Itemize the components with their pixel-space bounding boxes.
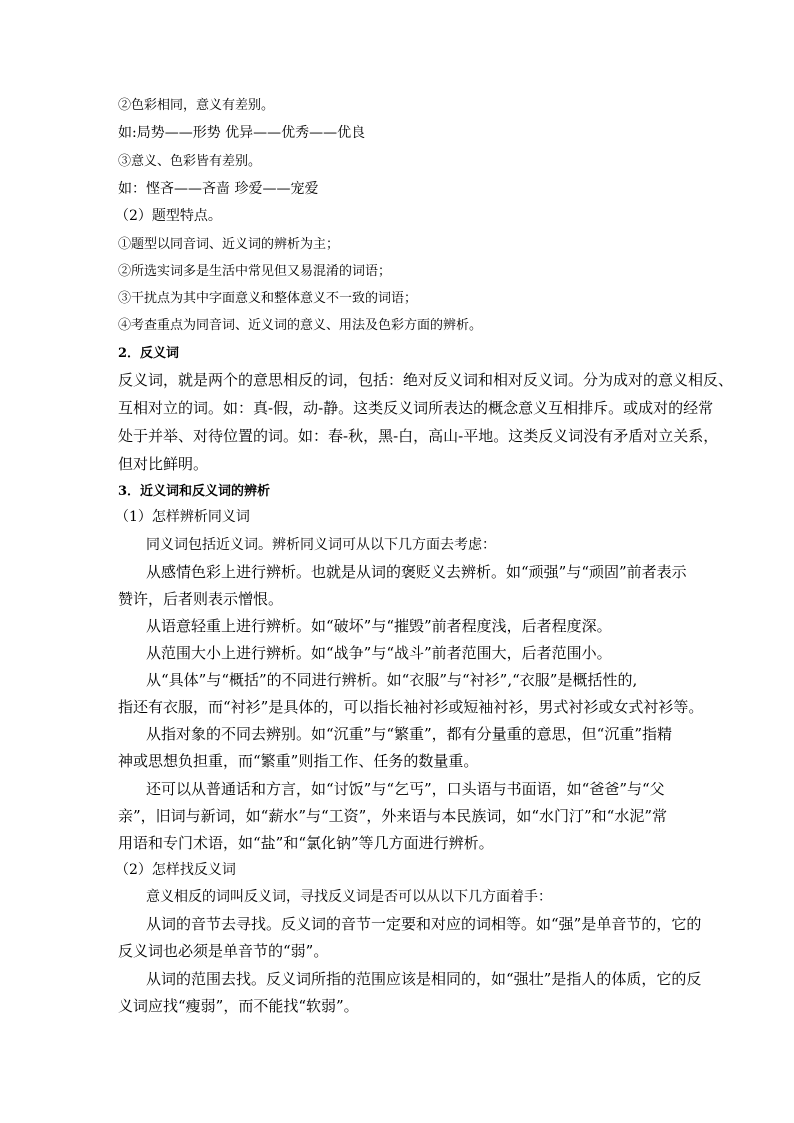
text-line: 用语和专门术语，如“盐”和“氯化钠”等几方面进行辨析。: [118, 834, 494, 852]
text-line: 反义词也必须是单音节的“弱”。: [118, 942, 329, 960]
text-line: ③干扰点为其中字面意义和整体意义不一致的词语；: [118, 291, 418, 306]
text-line: 但对比鲜明。: [118, 455, 209, 473]
section-heading: （1）怎样辨析同义词: [115, 509, 250, 525]
section-heading: 3．近义词和反义词的辨析: [118, 484, 271, 499]
text-line: ③意义、色彩皆有差别。: [118, 154, 262, 169]
text-line: 处于并举、对待位置的词。如：春-秋，黑-白，高山-平地。这类反义词没有矛盾对立关系，: [118, 427, 719, 445]
text-line: 同义词包括近义词。辨析同义词可从以下几方面去考虑：: [146, 537, 496, 553]
text-line: 如：悭吝——吝啬 珍爱——宠爱: [118, 181, 319, 197]
text-line: 如:局势——形势 优异——优秀——优良: [118, 125, 366, 141]
section-heading: （2）题型特点。: [115, 208, 222, 224]
section-heading: 2．反义词: [118, 346, 180, 361]
text-line: 从词的范围去找。反义词所指的范围应该是相同的，如“强壮”是指人的体质，它的反: [146, 970, 702, 988]
text-line: 从语意轻重上进行辨析。如“破坏”与“摧毁”前者程度浅，后者程度深。: [146, 617, 612, 635]
text-line: ①题型以同音词、近义词的辨析为主；: [118, 237, 340, 252]
text-line: 还可以从普通话和方言，如“讨饭”与“乞丐”，口头语与书面语，如“爸爸”与“父: [146, 780, 665, 798]
text-line: ④考查重点为同音词、近义词的意义、用法及色彩方面的辨析。: [118, 318, 483, 333]
text-line: 指还有衣服，而“衬衫”是具体的，可以指长袖衬衫或短袖衬衫，男式衬衫或女式衬衫等。: [118, 698, 704, 716]
text-line: 赞许，后者则表示憎恨。: [118, 590, 284, 608]
text-line: 从范围大小上进行辨析。如“战争”与“战斗”前者范围大，后者范围小。: [146, 644, 612, 662]
text-line: 反义词，就是两个的意思相反的词，包括：绝对反义词和相对反义词。分为成对的意义相反、: [118, 371, 734, 389]
text-line: 义词应找“瘦弱”，而不能找“软弱”。: [118, 997, 359, 1015]
text-line: 从“具体”与“概括”的不同进行辨析。如“衣服”与“衬衫”,“衣服”是概括性的,: [146, 671, 638, 689]
text-line: 神或思想负担重，而“繁重”则指工作、任务的数量重。: [118, 752, 479, 770]
text-line: 从词的音节去寻找。反义词的音节一定要和对应的词相等。如“强”是单音节的，它的: [146, 915, 702, 933]
text-line: ②所选实词多是生活中常见但又易混淆的词语；: [118, 264, 392, 279]
text-line: ②色彩相同，意义有差别。: [118, 98, 275, 113]
text-line: 互相对立的词。如：真-假，动-静。这类反义词所表达的概念意义互相排斥。或成对的经常: [118, 399, 714, 417]
section-heading: （2）怎样找反义词: [115, 862, 236, 878]
text-line: 从感情色彩上进行辨析。也就是从词的褒贬义去辨析。如“顽强”与“顽固”前者表示: [146, 563, 687, 581]
text-line: 意义相反的词叫反义词，寻找反义词是否可以从以下几方面着手：: [146, 889, 552, 905]
text-line: 亲”，旧词与新词，如“薪水”与“工资”，外来语与本民族词，如“水门汀”和“水泥”常: [118, 807, 668, 825]
text-line: 从指对象的不同去辨别。如“沉重”与“繁重”，都有分量重的意思，但“沉重”指精: [146, 725, 673, 743]
